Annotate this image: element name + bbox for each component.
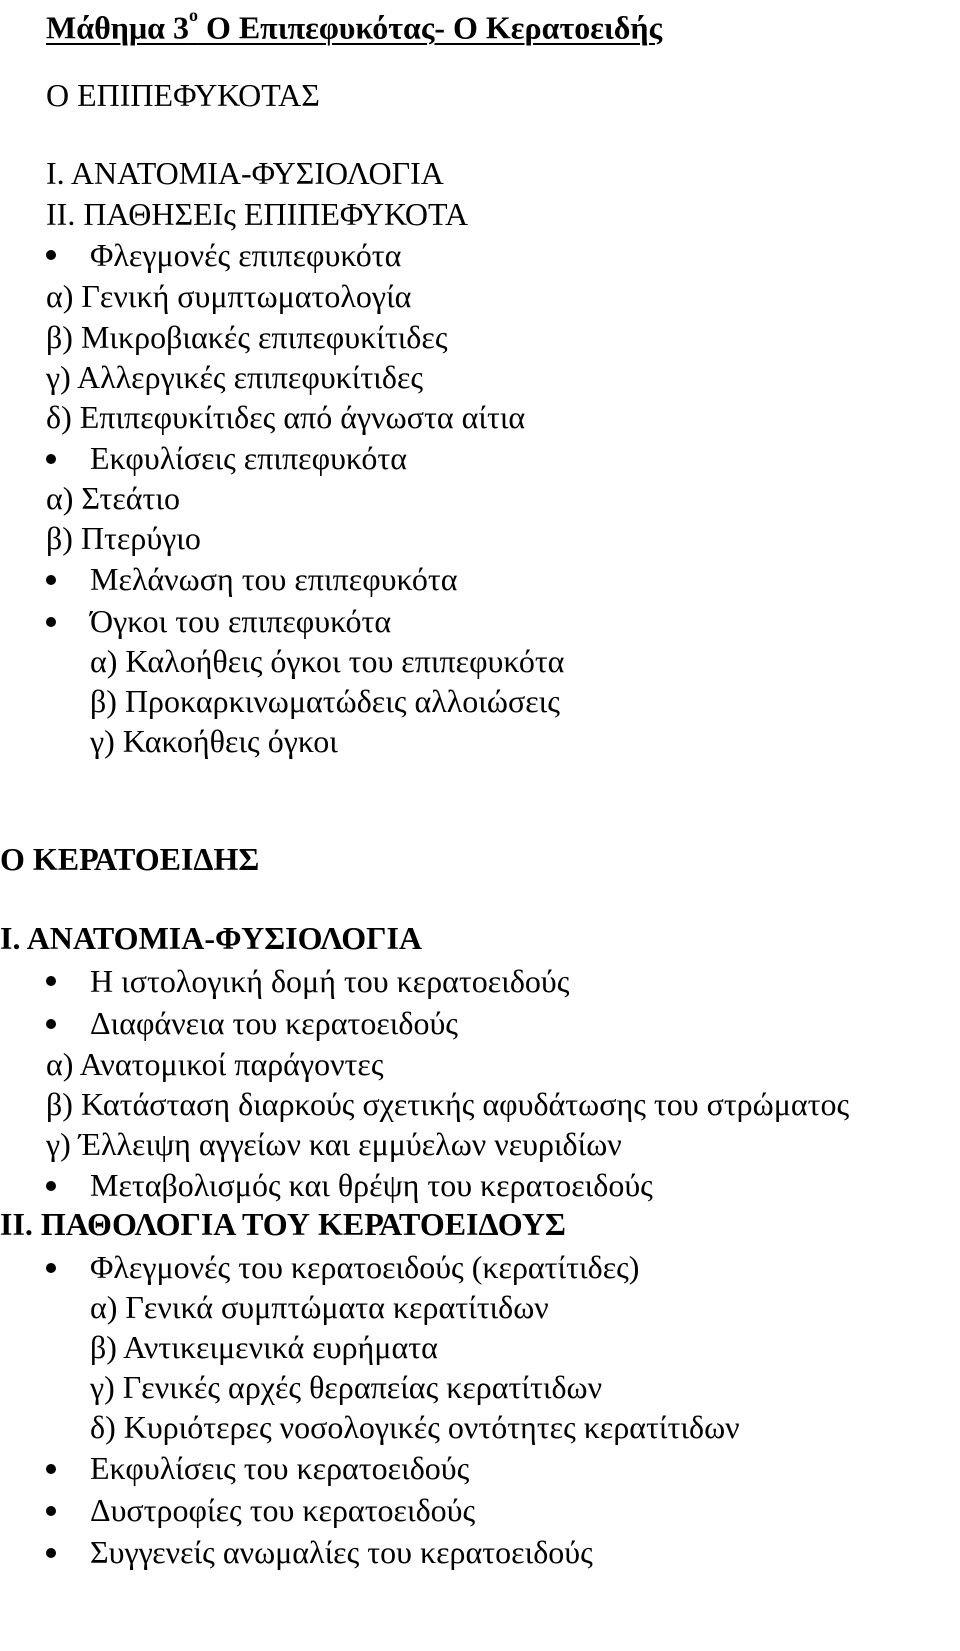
list-item: Φλεγμονές επιπεφυκότα	[90, 237, 402, 273]
list-item: Διαφάνεια του κερατοειδούς	[90, 1005, 458, 1041]
list-item: δ) Επιπεφυκίτιδες από άγνωστα αίτια	[46, 399, 526, 435]
list-item: Φλεγμονές του κερατοειδούς (κερατίτιδες)	[90, 1249, 640, 1285]
list-item: Μελάνωση του επιπεφυκότα	[90, 561, 458, 597]
list-item: α) Καλοήθεις όγκοι του επιπεφυκότα	[90, 643, 565, 679]
section-part-anatomy: Ι. ΑΝΑΤΟΜΙΑ-ΦΥΣΙΟΛΟΓΙΑ	[46, 155, 444, 191]
bullet-icon	[46, 1019, 56, 1029]
list-item: Δυστροφίες του κερατοειδούς	[90, 1492, 476, 1528]
list-item: α) Γενική συμπτωματολογία	[46, 278, 412, 314]
list-item: α) Στεάτιο	[46, 480, 180, 516]
bullet-icon	[46, 617, 56, 627]
bullet-icon	[46, 454, 56, 464]
bullet-icon	[46, 575, 56, 585]
list-item: γ) Γενικές αρχές θεραπείας κερατίτιδων	[90, 1369, 603, 1405]
list-item: Όγκοι του επιπεφυκότα	[90, 603, 392, 639]
section-heading-cornea: Ο ΚΕΡΑΤΟΕΙΔΗΣ	[0, 841, 260, 877]
bullet-icon	[46, 1464, 56, 1474]
list-item: Εκφυλίσεις επιπεφυκότα	[90, 440, 407, 476]
bullet-icon	[46, 250, 56, 260]
list-item: β) Πτερύγιο	[46, 520, 201, 556]
list-item: β) Κατάσταση διαρκούς σχετικής αφυδάτωσης του στρώματος	[46, 1086, 850, 1122]
list-item: γ) Κακοήθεις όγκοι	[90, 723, 338, 759]
list-item: β) Μικροβιακές επιπεφυκίτιδες	[46, 319, 448, 355]
list-item: Μεταβολισμός και θρέψη του κερατοειδούς	[90, 1167, 653, 1203]
list-item: α) Ανατομικοί παράγοντες	[46, 1046, 384, 1082]
title-prefix: Μάθημα 3	[46, 9, 189, 46]
list-item: β) Προκαρκινωματώδεις αλλοιώσεις	[90, 683, 560, 719]
document-title	[46, 0, 663, 46]
section-part-pathology: ΙΙ. ΠΑΘΟΛΟΓΙΑ ΤΟΥ ΚΕΡΑΤΟΕΙΔΟΥΣ	[0, 1206, 566, 1242]
title-suffix: Ο Επιπεφυκότας- Ο Κερατοειδής	[197, 9, 663, 46]
list-item: δ) Κυριότερες νοσολογικές οντότητες κερατίτιδων	[90, 1409, 740, 1445]
list-item: Εκφυλίσεις του κερατοειδούς	[90, 1450, 470, 1486]
bullet-icon	[46, 1548, 56, 1558]
bullet-icon	[46, 1506, 56, 1516]
list-item: β) Αντικειμενικά ευρήματα	[90, 1329, 438, 1365]
list-item: γ) Αλλεργικές επιπεφυκίτιδες	[46, 359, 424, 395]
section-part-anatomy: Ι. ΑΝΑΤΟΜΙΑ-ΦΥΣΙΟΛΟΓΙΑ	[0, 920, 423, 956]
list-item: γ) Έλλειψη αγγείων και εμμύελων νευριδίων	[46, 1126, 622, 1162]
list-item: Η ιστολογική δομή του κερατοειδούς	[90, 963, 570, 999]
section-heading-conjunctiva: Ο ΕΠΙΠΕΦΥΚΟΤΑΣ	[46, 77, 320, 113]
bullet-icon	[46, 976, 56, 986]
bullet-icon	[46, 1263, 56, 1273]
bullet-icon	[46, 1181, 56, 1191]
title-superscript: ο	[188, 5, 198, 25]
section-part-pathology: ΙΙ. ΠΑΘΗΣΕΙς ΕΠΙΠΕΦΥΚΟΤΑ	[46, 196, 469, 232]
list-item: α) Γενικά συμπτώματα κερατίτιδων	[90, 1289, 549, 1325]
list-item: Συγγενείς ανωμαλίες του κερατοειδούς	[90, 1534, 593, 1570]
